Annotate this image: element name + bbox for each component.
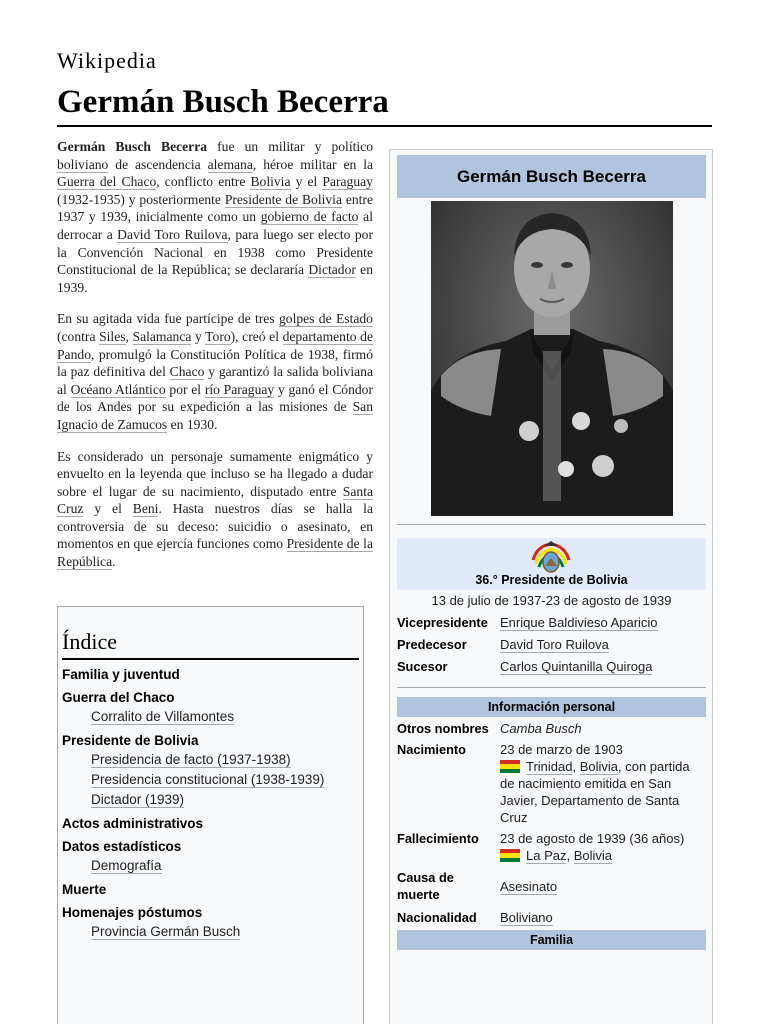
portrait-illustration — [431, 201, 673, 516]
toc-item — [62, 815, 359, 833]
sucesor-row — [397, 658, 706, 675]
toc-link[interactable]: Familia y juventud — [62, 667, 180, 682]
paragraph-intro — [57, 138, 373, 296]
predecesor-label: Predecesor — [397, 637, 467, 652]
article-link[interactable]: David Toro Ruilova — [117, 226, 228, 242]
infobox — [389, 149, 713, 1024]
infobox-divider — [397, 524, 706, 525]
article-link[interactable]: Siles — [99, 328, 126, 344]
toc-sublink[interactable]: Presidencia constitucional (1938-1939) — [91, 772, 325, 787]
article-text: y — [191, 328, 206, 344]
personal-info-header: Información personal — [397, 697, 706, 717]
toc-item — [62, 666, 359, 684]
toc-sublink-row — [62, 770, 359, 790]
bolivia-flag-icon — [500, 849, 520, 862]
place-separator: , — [572, 759, 580, 774]
article-link[interactable]: Presidente de la República — [57, 536, 373, 570]
nacimiento-note: , con partida de nacimiento emitida en San Javier, Departamento de Santa Cruz — [500, 759, 690, 825]
toc-item — [62, 689, 359, 727]
article-link[interactable]: Presidente de Bolivia — [224, 191, 342, 207]
coat-of-arms-icon — [529, 540, 573, 574]
nacimiento-row — [397, 741, 706, 826]
otros-nombres-row — [397, 720, 706, 737]
la-paz-link[interactable]: La Paz — [526, 848, 567, 863]
nacionalidad-link[interactable]: Boliviano — [500, 910, 553, 925]
infobox-title: Germán Busch Becerra — [397, 155, 706, 198]
infobox-divider — [397, 687, 706, 688]
article-text: al derrocar a — [57, 209, 373, 242]
vicepresidente-link[interactable]: Enrique Baldivieso Aparicio — [500, 615, 658, 630]
article-text: por el — [165, 381, 205, 397]
paragraph-career — [57, 310, 373, 433]
title-divider — [57, 125, 712, 127]
article-text: . Hasta nuestros días se halla la controversia de su deceso: suicidio o asesinato, en momentos en que ejercía funciones como — [57, 501, 373, 552]
article-text: , promulgó la Constitución Política de 1938, firmó la paz definitiva del — [57, 346, 373, 380]
article-body — [57, 138, 373, 585]
predecesor-row — [397, 636, 706, 653]
article-link[interactable]: gobierno de facto — [260, 209, 359, 225]
vicepresidente-row — [397, 614, 706, 631]
toc-item — [62, 838, 359, 876]
article-text: fue un militar y político — [207, 139, 373, 154]
article-link[interactable]: Paraguay — [322, 174, 373, 190]
article-text: Es considerado un personaje sumamente enigmático y envuelto en la leyenda que incluso se ha llegado a dudar sobre el lugar de su nacimiento, disputado entre — [57, 448, 373, 499]
fallecimiento-date: 23 de agosto de 1939 (36 años) — [500, 831, 685, 846]
fallecimiento-label: Fallecimiento — [397, 831, 479, 846]
nacimiento-date: 23 de marzo de 1903 — [500, 742, 623, 757]
toc-link[interactable]: Presidente de Bolivia — [62, 733, 199, 748]
article-link[interactable]: Beni — [132, 501, 159, 517]
term-dates: 13 de julio de 1937-23 de agosto de 1939 — [431, 593, 672, 608]
page-title: Germán Busch Becerra — [57, 84, 389, 120]
familia-header: Familia — [397, 930, 706, 950]
otros-nombres-label: Otros nombres — [397, 721, 489, 736]
predecesor-link[interactable]: David Toro Ruilova — [500, 637, 609, 652]
toc-sublink[interactable]: Presidencia de facto (1937-1938) — [91, 752, 291, 767]
toc-sublink[interactable]: Demografía — [91, 858, 162, 873]
table-of-contents — [57, 606, 364, 1024]
nacionalidad-label: Nacionalidad — [397, 910, 477, 925]
article-link[interactable]: San Ignacio de Zamucos — [57, 399, 373, 432]
article-link[interactable]: boliviano — [57, 156, 109, 172]
nacimiento-label: Nacimiento — [397, 742, 466, 757]
toc-link[interactable]: Actos administrativos — [62, 816, 204, 831]
flag-stripe-green — [500, 769, 520, 773]
article-text: de ascendencia — [108, 156, 208, 172]
article-text: , para luego ser electo por la Convención Nacional en 1938 como Presidente Constitucional de la República; se declararía — [57, 226, 374, 278]
portrait-photo[interactable] — [431, 201, 673, 516]
toc-sublink[interactable]: Corralito de Villamontes — [91, 709, 235, 724]
article-link[interactable]: departamento de Pando — [57, 328, 373, 362]
toc-link[interactable]: Datos estadísticos — [62, 839, 182, 854]
fallecimiento-row — [397, 830, 706, 864]
article-link[interactable]: Salamanca — [132, 328, 192, 344]
sucesor-link[interactable]: Carlos Quintanilla Quiroga — [500, 659, 653, 674]
bolivia-flag-icon — [500, 760, 520, 773]
article-text: y garantizó la salida boliviana al — [57, 364, 373, 397]
article-text: entre 1937 y 1939, inicialmente como un — [57, 191, 373, 225]
article-text: En su agitada vida fue partícipe de tres — [57, 311, 279, 327]
toc-item — [62, 904, 359, 942]
article-text: (contra — [57, 328, 100, 344]
paragraph-legacy — [57, 448, 373, 571]
place-separator: , — [566, 848, 574, 863]
toc-sublink[interactable]: Provincia Germán Busch — [91, 924, 241, 939]
toc-sublink-row — [62, 750, 359, 770]
article-text: , — [125, 328, 133, 344]
bolivia-link[interactable]: Bolivia — [573, 848, 613, 863]
toc-link[interactable]: Muerte — [62, 882, 107, 897]
toc-link[interactable]: Guerra del Chaco — [62, 690, 175, 705]
article-link[interactable]: Dictador — [308, 262, 356, 278]
article-text: , héroe militar en la — [252, 156, 374, 172]
article-text: (1932-1935) y posteriormente — [57, 191, 225, 207]
wikipedia-wordmark[interactable]: Wikipedia — [57, 48, 157, 73]
article-text: , conflicto entre — [156, 174, 251, 190]
toc-item — [62, 732, 359, 810]
nacionalidad-row — [397, 909, 706, 926]
article-link[interactable]: Bolivia — [250, 174, 291, 190]
toc-title: Índice — [62, 629, 359, 660]
causa-link[interactable]: Asesinato — [500, 879, 558, 894]
toc-sublink[interactable]: Dictador (1939) — [91, 792, 185, 807]
article-link[interactable]: golpes de Estado — [278, 311, 373, 327]
article-link[interactable]: Chaco — [169, 364, 205, 380]
article-link[interactable]: Guerra del Chaco — [57, 174, 157, 190]
toc-item — [62, 881, 359, 899]
article-link[interactable]: Toro — [205, 328, 231, 344]
office-header — [397, 538, 706, 590]
article-text: y ganó el Cóndor de los Andes por su expedición a las misiones de — [57, 381, 373, 415]
article-text: . — [112, 554, 116, 570]
otros-nombres-value: Camba Busch — [500, 721, 582, 736]
trinidad-link[interactable]: Trinidad — [526, 759, 573, 774]
article-link[interactable]: Santa Cruz — [57, 483, 373, 517]
toc-sublink-row — [62, 707, 359, 727]
toc-sublink-row — [62, 856, 359, 876]
vicepresidente-label: Vicepresidente — [397, 615, 488, 630]
bolivia-link[interactable]: Bolivia — [579, 759, 619, 774]
article-link[interactable]: río Paraguay — [204, 381, 275, 397]
article-text: y el — [83, 501, 133, 517]
flag-stripe-green — [500, 858, 520, 862]
toc-sublink-row — [62, 922, 359, 942]
article-link[interactable]: alemana — [207, 156, 253, 172]
article-text: ), creó el — [230, 328, 283, 344]
article-link[interactable]: Océano Atlántico — [70, 381, 166, 397]
toc-sublink-row — [62, 790, 359, 810]
article-text: y el — [290, 174, 323, 190]
article-text: en 1930. — [167, 416, 218, 432]
office-title[interactable]: 36.° Presidente de Bolivia — [475, 573, 628, 587]
causa-label: Causa de muerte — [397, 870, 454, 902]
toc-link[interactable]: Homenajes póstumos — [62, 905, 203, 920]
toc-list — [58, 666, 363, 942]
subject-name: Germán Busch Becerra — [57, 139, 208, 154]
causa-row — [397, 869, 706, 903]
sucesor-label: Sucesor — [397, 659, 448, 674]
article-text: en 1939. — [57, 262, 374, 295]
